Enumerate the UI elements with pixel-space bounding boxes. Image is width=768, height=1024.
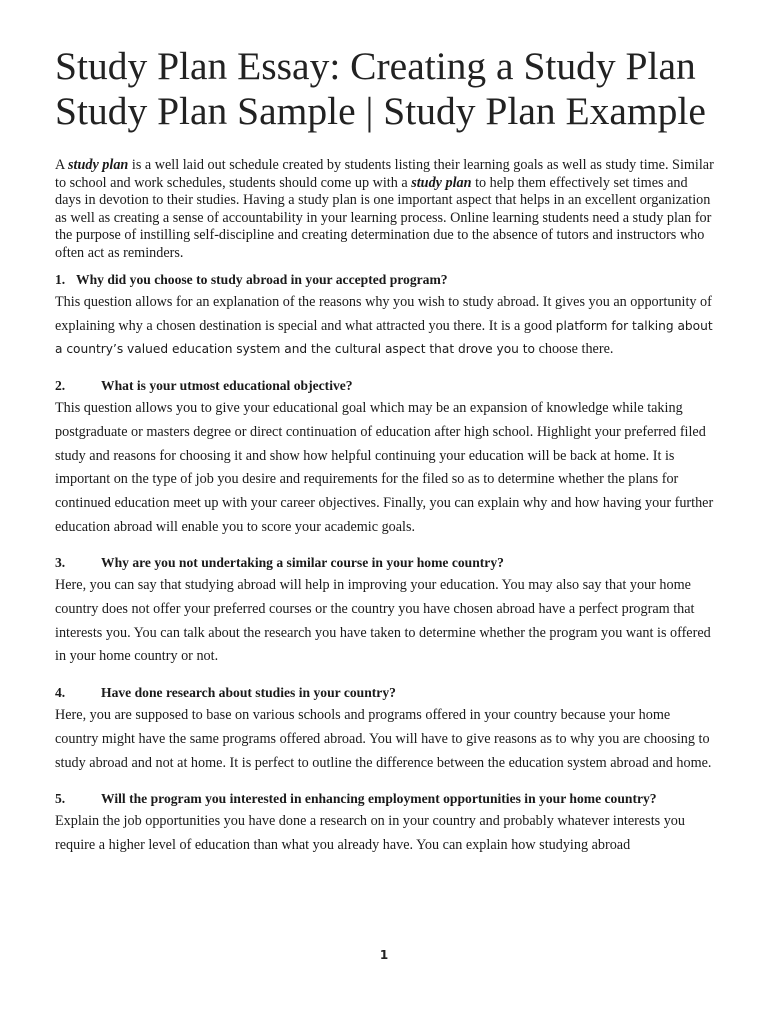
page-number: 1	[379, 948, 389, 962]
intro-text-c: to help them effectively set times and days in devotion to their studies. Having a study plan is one important aspect that helps in an excellent organization as well as creating a sense of accountability in your learning process. Online learning students need a study plan for the purpose of instilling self-discipline and creating determination due to the absence of tutors and instructors who often act as reminders.	[55, 174, 712, 261]
answer-text-sans: platform for talking about a country’s valued education system and the cultural aspect that drove you to	[55, 318, 713, 357]
question-2	[55, 377, 715, 395]
question-text: Why are you not undertaking a similar course in your home country?	[101, 555, 504, 571]
intro-text-a: A	[55, 157, 69, 173]
document-title: Study Plan Essay: Creating a Study Plan Study Plan Sample | Study Plan Example	[55, 44, 706, 133]
question-number: 5.	[55, 791, 66, 807]
question-text: Have done research about studies in your country?	[101, 685, 396, 701]
intro-paragraph	[55, 157, 715, 262]
question-text: What is your utmost educational objective?	[101, 378, 353, 394]
intro-emphasis-study-plan-2: study plan	[411, 174, 472, 191]
answer-text: This question allows for an explanation of the reasons why you wish to study abroad. It gives you an opportunity of explaining why a chosen destination is special and what attracted you there. It is a good	[55, 294, 712, 334]
question-number: 2.	[55, 378, 66, 394]
answer-2: This question allows you to give your educational goal which may be an expansion of knowledge while taking postgraduate or masters degree or direct continuation of education after high school. Highlight your preferred filed study and reasons for choosing it and show how helpful continuing your education will be back at home. It is important on the type of job you desire and requirements for the filed so as to determine whether the plans for continued education meet up with your career objectives. Finally, you can explain why and how having your further education abroad will enable you to score your academic goals.	[55, 400, 714, 535]
document-page	[55, 44, 715, 858]
question-number: 3.	[55, 555, 66, 571]
answer-text-end: choose there.	[535, 341, 614, 358]
question-number: 1.	[55, 272, 66, 287]
answer-3: Here, you can say that studying abroad will help in improving your education. You may also say that your home country does not offer your preferred courses or the country you have chosen abroad have a perfect program that interests you. You can talk about the research you have taken to determine whether the program you want is offered in your home country or not.	[55, 577, 711, 665]
answer-5: Explain the job opportunities you have done a research on in your country and probably whatever interests you require a higher level of education than what you already have. You can explain how studying abroad	[55, 813, 685, 853]
question-5	[55, 790, 715, 808]
answer-4: Here, you are supposed to base on various schools and programs offered in your country because your home country might have the same programs offered abroad. You will have to give reasons as to why you are choosing to study abroad and not at home. It is perfect to outline the difference between the education system abroad and home.	[55, 707, 712, 771]
intro-text-b: is a well laid out schedule created by students listing their learning goals as well as study time. Similar to school and work schedules, students should come up with a	[55, 157, 714, 191]
question-number: 4.	[55, 685, 66, 701]
question-text: Will the program you interested in enhancing employment opportunities in your home country?	[101, 791, 657, 807]
question-4	[55, 684, 715, 702]
intro-emphasis-study-plan: study plan	[68, 157, 129, 173]
question-3	[55, 554, 715, 572]
question-text: Why did you choose to study abroad in your accepted program?	[76, 272, 448, 287]
question-1	[55, 271, 715, 289]
answer-1	[55, 291, 715, 362]
